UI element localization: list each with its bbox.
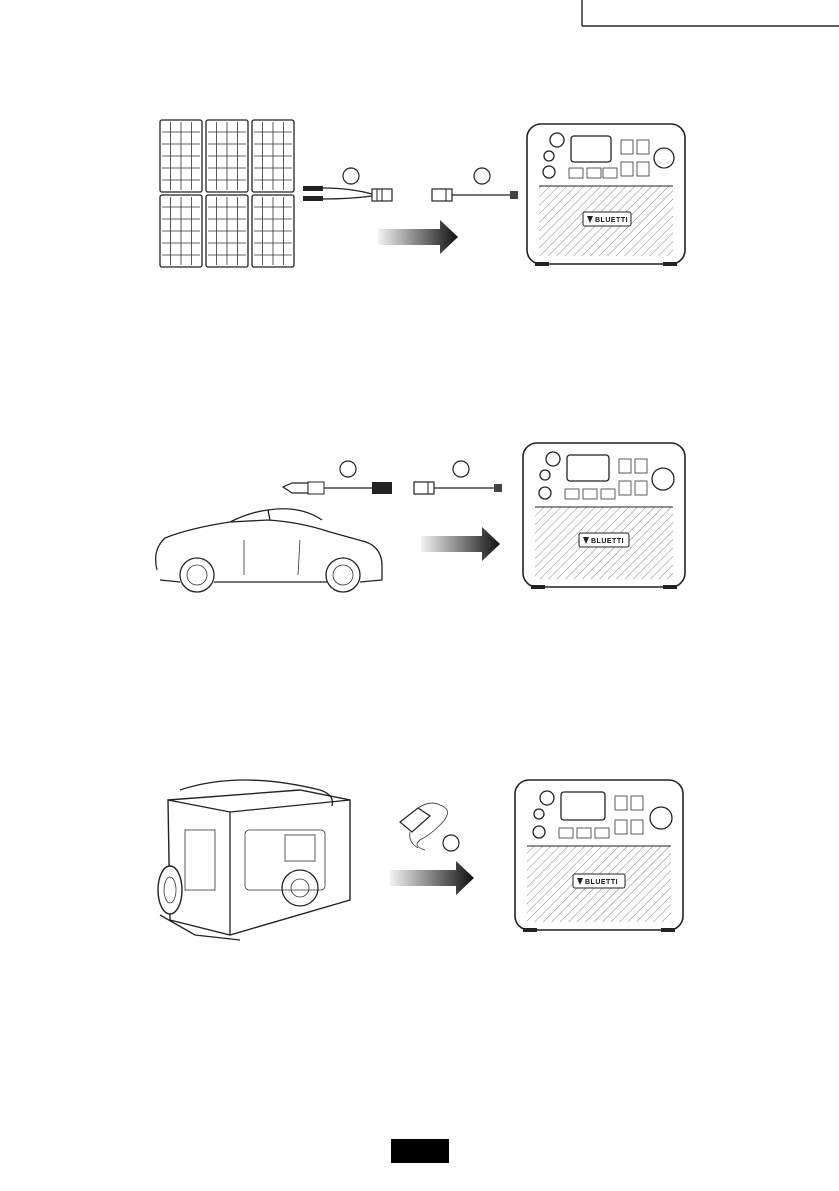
corner-mark <box>0 0 839 60</box>
cable-number-circle <box>474 168 490 184</box>
brand-label: BLUETTI <box>585 879 619 886</box>
brand-label: BLUETTI <box>591 538 625 545</box>
ac-adapter <box>400 803 448 850</box>
solar-extension-cable <box>414 482 502 494</box>
generator-illustration <box>158 780 350 940</box>
cable-number-circle <box>340 461 356 477</box>
arrow-right-icon <box>378 220 458 254</box>
arrow-right-icon <box>390 861 474 895</box>
power-station <box>515 780 683 932</box>
power-station <box>523 443 685 589</box>
solar-charging-scene <box>0 110 839 280</box>
car-charging-scene <box>0 440 839 600</box>
car-charging-cable <box>283 482 392 494</box>
arrow-right-icon <box>421 527 500 561</box>
page-number-tab <box>391 1139 449 1163</box>
brand-label: BLUETTI <box>595 217 629 224</box>
power-station <box>527 124 685 266</box>
cable-number-circle <box>443 835 459 851</box>
cable-number-circle <box>453 461 469 477</box>
mc4-y-cable <box>303 186 392 201</box>
solar-panel-array <box>0 110 294 267</box>
car-illustration <box>156 509 382 592</box>
solar-extension-cable <box>432 189 518 201</box>
cable-number-circle <box>343 168 359 184</box>
generator-charging-scene <box>0 775 839 945</box>
